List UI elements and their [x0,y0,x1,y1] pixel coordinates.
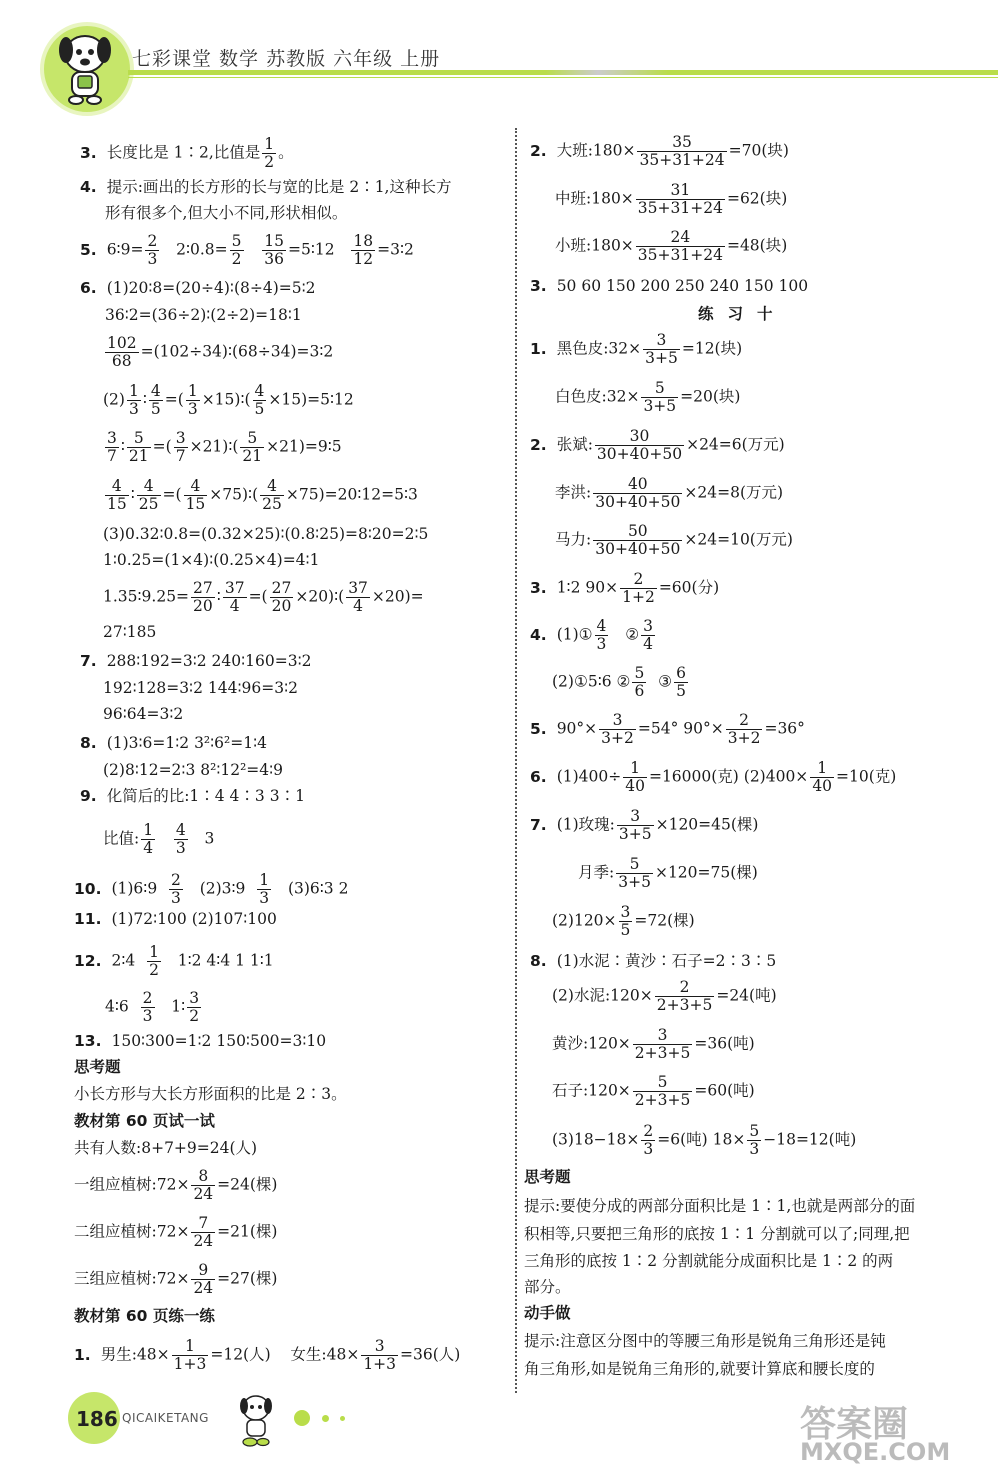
answer-6-i: 1.35∶9.25= $\frac{27}{20}$ ∶ $\frac{37}{4}$ =( $\frac{27}{20}$ ×20)∶( $\frac{37}{4}$ ×20)= [103,579,424,615]
thinking-hint-4: 部分。 [524,1278,571,1296]
answer-7: 7. 288∶192=3∶2 240∶160=3∶2 [80,652,312,670]
thinking-hint-2: 积相等,只要把三角形的底按 1∶1 分割就可以了;同理,把 [524,1225,910,1243]
ex-answer-6: 6. (1)400÷ $\frac{1}{40}$ =16000(克) (2)400× $\frac{1}{40}$ =10(克) [530,759,897,795]
watermark-logo: 答案圈 [800,1404,909,1445]
ex-answer-5: 5. 90°× $\frac{3}{3+2}$ =54° 90°× $\frac{2}{3+2}$ =36° [530,711,805,747]
ex-answer-1: 1. 黑色皮:32× $\frac{3}{3+5}$ =12(块) [530,331,743,367]
ex-answer-3: 3. 1∶2 90× $\frac{2}{1+2}$ =60(分) [530,570,720,606]
answer-8: 8. (1)3∶6=1∶2 3²∶6²=1∶4 [80,734,268,752]
answer-13: 13. 150∶300=1∶2 150∶500=3∶10 [74,1032,327,1050]
footer-dog-icon [232,1390,280,1448]
ex-answer-7-c: (2)120× $\frac{3}{5}$ =72(棵) [552,903,695,939]
answer-12-b: 4∶6 $\frac{2}{3}$ 1∶ $\frac{3}{2}$ [105,989,200,1025]
answer-4-cont: 形有很多个,但大小不同,形状相似。 [105,204,348,222]
answer-6-f: $\frac{4}{15}$ ∶ $\frac{4}{25}$ =( $\frac{4}{15}$ ×75)∶( $\frac{4}{25}$ ×75)=20∶12=5∶3 [107,477,418,513]
answer-6-e: $\frac{3}{7}$ ∶ $\frac{5}{21}$ =( $\frac{3}{7}$ ×21)∶( $\frac{5}{21}$ ×21)=9∶5 [107,429,342,465]
section-practice: 教材第 60 页练一练 [74,1307,215,1325]
hands-on-hint-2: 角三角形,如是锐角三角形的,就要计算底和腰长度的 [524,1360,875,1378]
answer-r3: 3. 50 60 150 200 250 240 150 100 [530,277,809,295]
column-divider [515,128,517,1393]
cartoon-dog-logo-icon [50,24,120,106]
answer-8-b: (2)8∶12=2∶3 8²∶12²=4∶9 [103,761,284,779]
footer-brand: QICAIKETANG [122,1411,209,1425]
ex-answer-4-b: (2)①5∶6 ② $\frac{5}{6}$ ③ $\frac{6}{5}$ [552,664,686,700]
thinking-answer: 小长方形与大长方形面积的比是 2∶3。 [74,1085,347,1103]
watermark-url: MXQE.COM [800,1438,951,1466]
answer-7-c: 96∶64=3∶2 [103,705,184,723]
answer-6: 6. (1)20∶8=(20÷4)∶(8÷4)=5∶2 [80,279,316,297]
try-total: 共有人数:8+7+9=24(人) [74,1139,258,1157]
ex-answer-7-b: 月季: $\frac{5}{3+5}$ ×120=75(棵) [578,855,758,891]
ex-answer-8: 8. (1)水泥∶黄沙∶石子=2∶3∶5 [530,952,777,970]
header-rule [128,70,998,75]
answer-r2-mid: 中班:180× $\frac{31}{35+31+24}$ =62(块) [555,181,788,217]
answer-12: 12. 2∶4 $\frac{1}{2}$ 1∶2 4∶4 1 1∶1 [74,943,274,979]
thinking-hint-1: 提示:要使分成的两部分面积比是 1∶1,也就是两部分的面 [524,1197,916,1215]
ex-answer-8-b: (2)水泥:120× $\frac{2}{2+3+5}$ =24(吨) [552,978,777,1014]
thinking-hint-3: 三角形的底按 1∶2 分割就能分成面积比是 1∶2 的两 [524,1252,894,1270]
header-title: 七彩课堂 数学 苏教版 六年级 上册 [132,48,441,70]
section-hands-on: 动手做 [524,1304,571,1322]
answer-6-g: (3)0.32∶0.8=(0.32×25)∶(0.8∶25)=8∶20=2∶5 [103,525,429,543]
try-group3: 三组应植树:72× $\frac{9}{24}$ =27(棵) [74,1261,278,1297]
page-number: 186 [76,1407,118,1431]
ex-answer-2-c: 马力: $\frac{50}{30+40+50}$ ×24=10(万元) [555,522,793,558]
answer-3: 3. 长度比是 1∶2,比值是 $\frac{1}{2}$ 。 [80,135,294,171]
section-thinking: 思考题 [74,1058,121,1076]
ex-answer-4: 4. (1)① $\frac{4}{3}$ ② $\frac{3}{4}$ [530,617,653,653]
ex-answer-2-b: 李洪: $\frac{40}{30+40+50}$ ×24=8(万元) [555,475,784,511]
ex-answer-8-d: 石子:120× $\frac{5}{2+3+5}$ =60(吨) [552,1073,755,1109]
section-try: 教材第 60 页试一试 [74,1112,215,1130]
page-header [0,0,1000,110]
try-group2: 二组应植树:72× $\frac{7}{24}$ =21(棵) [74,1214,278,1250]
answer-6-b: 36∶2=(36÷2)∶(2÷2)=18∶1 [105,306,302,324]
header-rule-thin [128,77,998,78]
answer-6-d: (2) $\frac{1}{3}$ ∶ $\frac{4}{5}$ =( $\frac{1}{3}$ ×15)∶( $\frac{4}{5}$ ×15)=5∶12 [103,382,354,418]
answer-10: 10. (1)6∶9 $\frac{2}{3}$ (2)3∶9 $\frac{1}{3}$ (3)6∶3 2 [74,871,349,907]
answer-r2-big: 2. 大班:180× $\frac{35}{35+31+24}$ =70(块) [530,133,789,169]
ex-answer-8-c: 黄沙:120× $\frac{3}{2+3+5}$ =36(吨) [552,1026,755,1062]
ex-answer-8-e: (3)18−18× $\frac{2}{3}$ =6(吨) 18× $\frac{5}{3}$ −18=12(吨) [552,1122,857,1158]
hands-on-hint-1: 提示:注意区分图中的等腰三角形是锐角三角形还是钝 [524,1332,886,1350]
try-group1: 一组应植树:72× $\frac{8}{24}$ =24(棵) [74,1167,278,1203]
answer-11: 11. (1)72∶100 (2)107∶100 [74,910,277,928]
section-exercise-10: 练习十 [698,305,787,323]
answer-5: 5. 6∶9= $\frac{2}{3}$ 2∶0.8= $\frac{5}{2}$ $\frac{15}{36}$ =5∶12 $\frac{18}{12}$ =3∶2 [80,232,414,268]
practice-answer-1: 1. 男生:48× $\frac{1}{1+3}$ =12(人) 女生:48× $\frac{3}{1+3}$ =36(人) [74,1337,461,1373]
answer-4: 4. 提示:画出的长方形的长与宽的比是 2∶1,这种长方 [80,178,452,196]
section-thinking-right: 思考题 [524,1168,571,1186]
ex-answer-7: 7. (1)玫瑰: $\frac{3}{3+5}$ ×120=45(棵) [530,807,759,843]
ex-answer-2: 2. 张斌: $\frac{30}{30+40+50}$ ×24=6(万元) [530,427,785,463]
answer-6-h: 1∶0.25=(1×4)∶(0.25×4)=4∶1 [103,551,320,569]
answer-9: 9. 化简后的比:1∶4 4∶3 3∶1 [80,787,305,805]
ex-answer-1-b: 白色皮:32× $\frac{5}{3+5}$ =20(块) [555,379,741,415]
answer-6-c: $\frac{102}{68}$ =(102÷34)∶(68÷34)=3∶2 [107,334,334,370]
answer-6-j: 27∶185 [103,623,157,641]
answer-7-b: 192∶128=3∶2 144∶96=3∶2 [103,679,298,697]
answer-r2-small: 小班:180× $\frac{24}{35+31+24}$ =48(块) [555,228,788,264]
answer-9-b: 比值: $\frac{1}{4}$ $\frac{4}{3}$ 3 [103,821,215,857]
